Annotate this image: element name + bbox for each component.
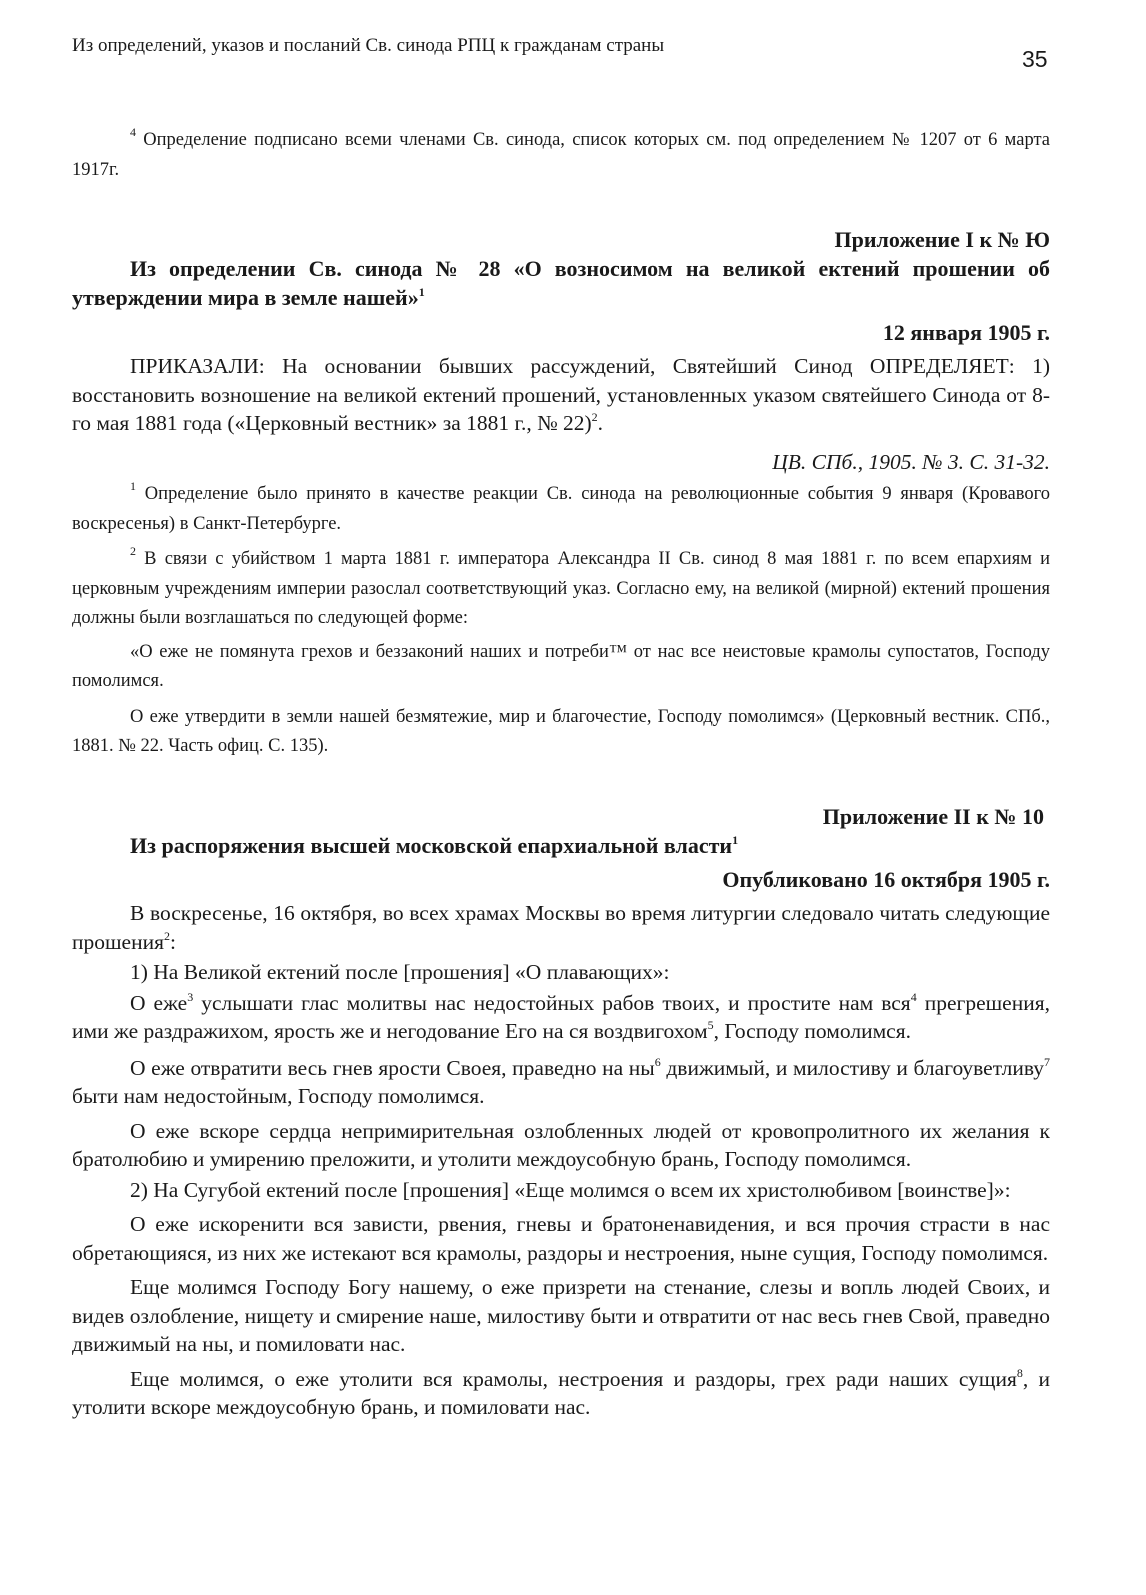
footnote-2-quote-1: «О еже не помянута грехов и беззаконий наших и потреби™ от нас все неистовые крамолы супостатов, Господу помолимся. xyxy=(72,641,1050,691)
appendix-2-body xyxy=(72,899,1050,1422)
appendix-2-label: Приложение II к № 10 xyxy=(822,804,1044,829)
paragraph: О еже вскоре сердца непримирительная озлобленных людей от кровопролитного их желания к братолюбию и умирению преложити, и утолити междоусобную брань, Господу помолимся. xyxy=(72,1118,1050,1171)
paragraph: О еже отвратити весь гнев ярости Своея, праведно на $ны^6$ движимый, и милостиву и благоуветливу$^7$ быти нам недостойным, Господу помолимся. xyxy=(72,1054,1050,1108)
paragraph: О еже$^3$ услышати глас молитвы нас недостойных рабов твоих, и простите нам вся$^4$ прегрешения, ими же раздражихом, ярость же и негодование Его на ся воздвигохом$^5$, Господу помолимся. xyxy=(72,989,1050,1043)
paragraph: 1) На Великой ектений после [прошения] «О плавающих»: xyxy=(130,960,670,984)
paragraph: О еже искоренити вся зависти, рвения, гневы и братоненавидения, и вся прочия страсти в нас обретающияся, из них же истекают вся крамолы, раздоры и нестроения, ныне сущия, Господу помолимся. xyxy=(72,1212,1050,1265)
appendix-1-title: Из определении Св. синода № 28 «О возносимом на великой ектений прошении об утверждении мира в земле нашей»$^1$ xyxy=(72,256,1050,310)
paragraph: Еще молимся, о еже утолити вся крамолы, нестроения и раздоры, грех ради наших сущия$^8$, и утолити вскоре междоусобную брань, и помиловати нас. xyxy=(72,1365,1050,1419)
appendix-1-label: Приложение I к № Ю xyxy=(834,227,1050,252)
footnote-2: $^2$ В связи с убийством 1 марта 1881 г. императора Александра II Св. синод 8 мая 1881 г. по всем епархиям и церковным учреждениям империи разослал соответствующий указ. Согласно ему, на великой (мирной) ектений прошения должны были возглашаться по следующей форме: xyxy=(72,544,1050,628)
paragraph: 2) На Сугубой ектений после [прошения] «Еще молимся о всем их христолюбивом [воинстве]»: xyxy=(130,1177,1011,1202)
appendix-2-date: Опубликовано 16 октября 1905 г. xyxy=(722,867,1050,892)
footnote-mark: 4 xyxy=(130,125,136,139)
footnote-4 xyxy=(72,126,1050,185)
page-number: 35 xyxy=(1022,46,1048,72)
footnote-2-quote-2: О еже утвердити в земли нашей безмятежие, мир и благочестие, Господу помолимся» (Церковный вестник. СПб., 1881. № 22. Часть офиц. С. 135). xyxy=(72,706,1050,756)
paragraph: Еще молимся Господу Богу нашему, о еже призрети на стенание, слезы и вопль людей Своих, и видев озлобление, нищету и смирение наше, милостиву быти и отвратити от нас весь гнев Свой, праведно движимый на ны, и помиловати нас. xyxy=(72,1275,1050,1356)
running-title: Из определений, указов и посланий Св. синода РПЦ к гражданам страны xyxy=(72,35,665,56)
footnote-text: Определение подписано всеми членами Св. синода, список которых см. под определением № 1207 от 6 марта 1917г. xyxy=(72,130,1050,180)
appendix-2-title: Из распоряжения высшей московской епархиальной власти$^1$ xyxy=(130,833,739,858)
paragraph: В воскресенье, 16 октября, во всех храмах Москвы во время литургии следовало читать следующие прошения$^2$: xyxy=(72,901,1050,954)
footnote-1: $^1$ Определение было принято в качестве реакции Св. синода на революционные события 9 января (Кровавого воскресенья) в Санкт-Петербурге. xyxy=(72,479,1050,534)
appendix-1-date: 12 января 1905 г. xyxy=(882,320,1050,345)
appendix-1-footnotes xyxy=(72,480,1050,762)
appendix-1-source: ЦВ. СПб., 1905. № 3. С. 31-32. xyxy=(772,450,1050,474)
appendix-1-body: ПРИКАЗАЛИ: На основании бывших рассуждений, Святейший Синод ОПРЕДЕЛЯЕТ: 1) восстановить возношение на великой ектений прошений, установленных указом святейшего Синода от 8-го мая 1881 года («Церковный вестник» за 1881 г., № 22)$^2$. xyxy=(72,354,1050,435)
